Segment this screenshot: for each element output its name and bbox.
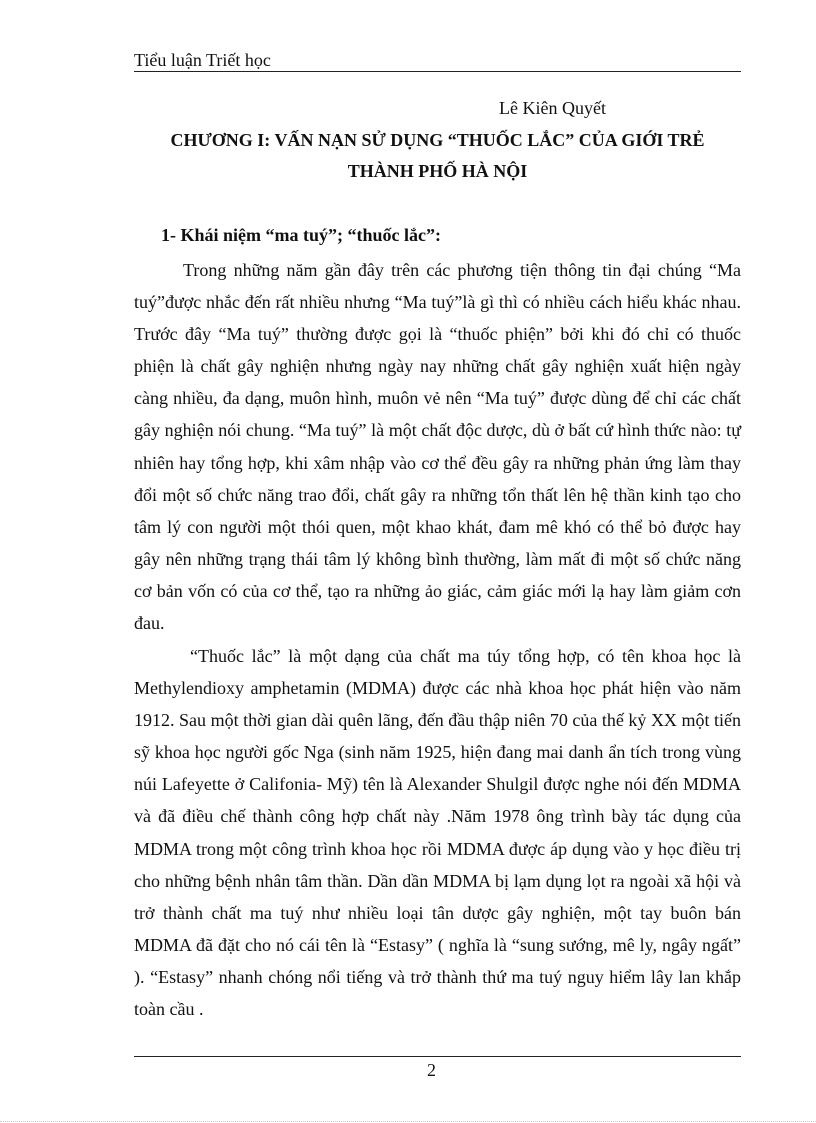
body-paragraph-1: Trong những năm gần đây trên các phương tiện thông tin đại chúng “Ma tuý”được nhắc đến rất nhiều nhưng “Ma tuý”là gì thì có nhiều cách hiểu khác nhau. Trước đây “Ma tuý” thường được gọi là “thuốc phiện” bởi khi đó chỉ có thuốc phiện là chất gây nghiện nhưng ngày nay những chất gây nghiện xuất hiện ngày càng nhiều, đa dạng, muôn hình, muôn vẻ nên “Ma tuý” được dùng để chỉ các chất gây nghiện nói chung. “Ma tuý” là một chất độc dược, dù ở bất cứ hình thức nào: tự nhiên hay tổng hợp, khi xâm nhập vào cơ thể đều gây ra những phản ứng làm thay đổi một số chức năng trao đổi, chất gây ra những tổn thất lên hệ thần kinh tạo cho tâm lý con người một thói quen, một khao khát, đam mê khó có thể bỏ được hay gây nên những trạng thái tâm lý không bình thường, làm mất đi một số chức năng cơ bản vốn có của cơ thể, tạo ra những ảo giác, cảm giác mới lạ hay làm giảm cơn đau. xyxy=(134,260,741,634)
author-name: Lê Kiên Quyết xyxy=(499,98,606,118)
chapter-title-line-2: THÀNH PHỐ HÀ NỘI xyxy=(347,161,528,181)
header-divider xyxy=(134,71,741,72)
page-number: 2 xyxy=(427,1060,436,1080)
header-title: Tiểu luận Triết học xyxy=(134,50,271,70)
section-heading: 1- Khái niệm “ma tuý”; “thuốc lắc”: xyxy=(161,225,441,245)
chapter-title-line-1: CHƯƠNG I: VẤN NẠN SỬ DỤNG “THUỐC LẮC” CỦA GIỚI TRẺ xyxy=(170,130,705,150)
page-edge xyxy=(0,1121,816,1122)
footer-divider xyxy=(134,1056,741,1057)
body-paragraph-2: “Thuốc lắc” là một dạng của chất ma túy tổng hợp, có tên khoa học là Methylendioxy amphetamin (MDMA) được các nhà khoa học phát hiện vào năm 1912. Sau một thời gian dài quên lãng, đến đầu thập niên 70 của thế kỷ XX một tiến sỹ khoa học người gốc Nga (sinh năm 1925, hiện đang mai danh ẩn tích trong vùng núi Lafeyette ở Califonia- Mỹ) tên là Alexander Shulgil được nghe nói đến MDMA và đã điều chế thành công hợp chất này .Năm 1978 ông trình bày tác dụng của MDMA trong một công trình khoa học rồi MDMA được áp dụng vào y học điều trị cho những bệnh nhân tâm thần. Dần dần MDMA bị lạm dụng lọt ra ngoài xã hội và trở thành chất ma tuý như nhiều loại tân dược gây nghiện, một tay buôn bán MDMA đã đặt cho nó cái tên là “Estasy” ( nghĩa là “sung sướng, mê ly, ngây ngất” ). “Estasy” nhanh chóng nổi tiếng và trở thành thứ ma tuý nguy hiểm lây lan khắp toàn cầu . xyxy=(134,646,741,1020)
